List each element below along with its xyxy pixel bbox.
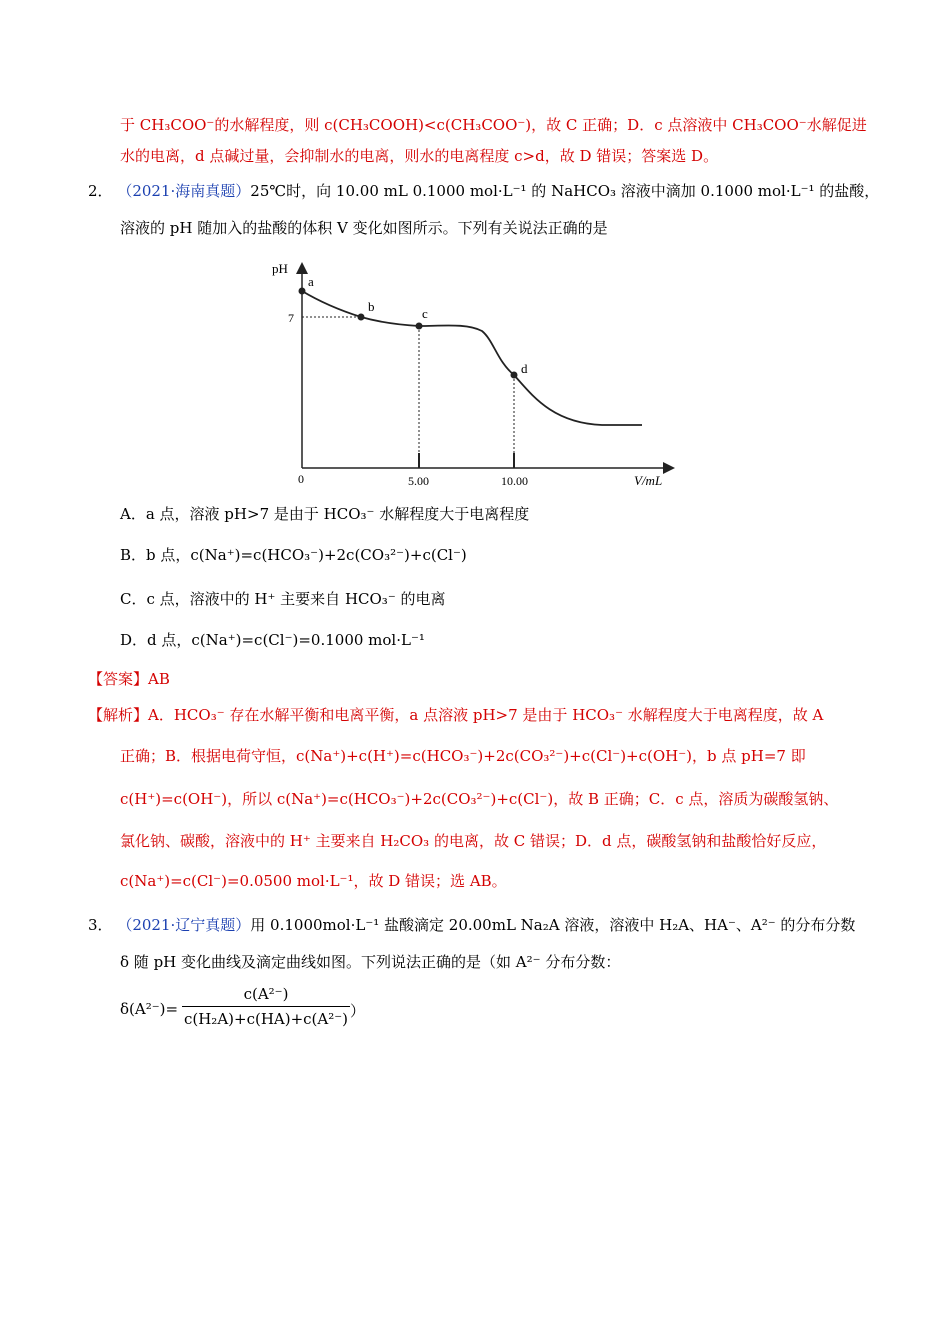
label-a: a	[308, 274, 314, 289]
question-2	[88, 180, 879, 202]
explanation-line-4: 氯化钠、碳酸，溶液中的 H⁺ 主要来自 H₂CO₃ 的电离，故 C 错误；D．d 点，碳酸氢钠和盐酸恰好反应，	[120, 832, 827, 850]
prev-explanation-line-1: 于 CH₃COO⁻的水解程度，则 c(CH₃COOH)<c(CH₃COO⁻)，故 C 正确；D．c 点溶液中 CH₃COO⁻水解促进	[120, 116, 867, 134]
explanation-line-2: 正确；B．根据电荷守恒，c(Na⁺)+c(H⁺)=c(HCO₃⁻)+2c(CO₃²⁻)+c(Cl⁻)+c(OH⁻)，b 点 pH=7 即	[120, 747, 806, 765]
label-d: d	[521, 361, 528, 376]
label-b: b	[368, 299, 375, 314]
formula-close: ）	[350, 1002, 366, 1020]
point-a	[299, 288, 306, 295]
explanation-line-5: c(Na⁺)=c(Cl⁻)=0.0500 mol·L⁻¹，故 D 错误；选 AB。	[120, 872, 507, 890]
question-stem-1: 25℃时，向 10.00 mL 0.1000 mol·L⁻¹ 的 NaHCO₃ 溶液中滴加 0.1000 mol·L⁻¹ 的盐酸，	[250, 182, 880, 200]
question-number: 3．	[88, 916, 113, 934]
origin-label: 0	[298, 472, 304, 486]
question-number: 2．	[88, 182, 113, 200]
answer: 【答案】AB	[88, 670, 170, 688]
point-d	[511, 372, 518, 379]
ph-titration-chart	[262, 253, 682, 489]
option-c: C．c 点，溶液中的 H⁺ 主要来自 HCO₃⁻ 的电离	[120, 590, 446, 608]
point-c	[416, 323, 423, 330]
x-axis-label: V/mL	[634, 473, 663, 488]
question-3	[88, 914, 855, 936]
y-axis-label: pH	[272, 261, 288, 276]
explanation-line-1: 【解析】A．HCO₃⁻ 存在水解平衡和电离平衡，a 点溶液 pH>7 是由于 HCO₃⁻ 水解程度大于电离程度，故 A	[88, 706, 824, 724]
y-tick-7: 7	[288, 311, 294, 325]
explanation-line-3: c(H⁺)=c(OH⁻)，所以 c(Na⁺)=c(HCO₃⁻)+2c(CO₃²⁻)+c(Cl⁻)，故 B 正确；C．c 点，溶质为碳酸氢钠、	[120, 790, 839, 808]
label-c: c	[422, 306, 428, 321]
formula-fraction	[182, 984, 350, 1029]
formula-left: δ(A²⁻)=	[120, 1000, 179, 1018]
titration-curve	[302, 291, 642, 425]
x-tick-5: 5.00	[408, 474, 429, 488]
question-stem-2: δ 随 pH 变化曲线及滴定曲线如图。下列说法正确的是（如 A²⁻ 分布分数：	[120, 953, 621, 971]
x-tick-10: 10.00	[501, 474, 528, 488]
question-source: （2021·辽宁真题）	[117, 916, 251, 934]
question-stem-2: 溶液的 pH 随加入的盐酸的体积 V 变化如图所示。下列有关说法正确的是	[120, 219, 608, 237]
formula-denominator: c(H₂A)+c(HA)+c(A²⁻)	[182, 1006, 350, 1029]
point-b	[358, 314, 365, 321]
question-source: （2021·海南真题）	[117, 182, 251, 200]
option-b: B．b 点，c(Na⁺)=c(HCO₃⁻)+2c(CO₃²⁻)+c(Cl⁻)	[120, 546, 467, 564]
question-stem-1: 用 0.1000mol·L⁻¹ 盐酸滴定 20.00mL Na₂A 溶液，溶液中 H₂A、HA⁻、A²⁻ 的分布分数	[250, 916, 856, 934]
formula-numerator: c(A²⁻)	[243, 985, 289, 1003]
prev-explanation-line-2: 水的电离，d 点碱过量，会抑制水的电离，则水的电离程度 c>d，故 D 错误；答案选 D。	[120, 147, 719, 165]
option-d: D．d 点，c(Na⁺)=c(Cl⁻)=0.1000 mol·L⁻¹	[120, 631, 425, 649]
option-a: A．a 点，溶液 pH>7 是由于 HCO₃⁻ 水解程度大于电离程度	[120, 505, 530, 523]
